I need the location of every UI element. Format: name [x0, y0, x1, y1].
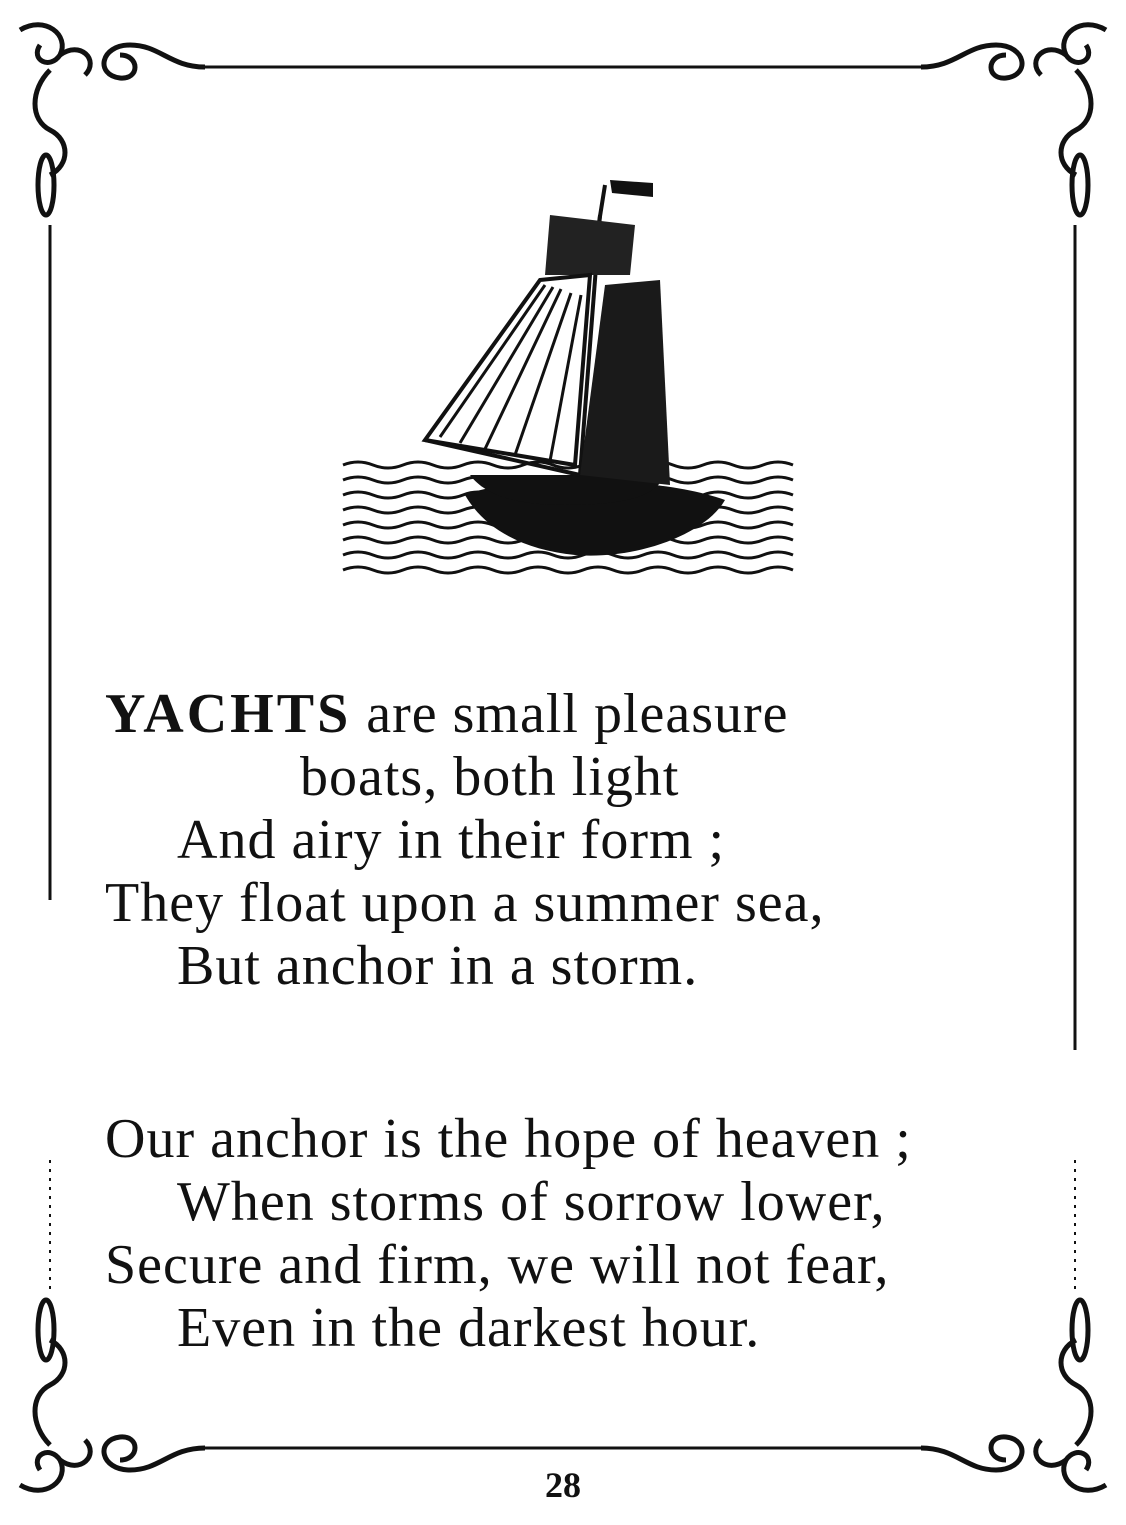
verse-line-7: When storms of sorrow lower, [177, 1171, 886, 1233]
corner-flourish-top-right [921, 25, 1106, 215]
verse-line-1 [105, 683, 1013, 746]
title-word: YACHTS [105, 683, 352, 745]
verse-line-6: Our anchor is the hope of heaven ; [105, 1108, 912, 1170]
yacht-illustration [335, 175, 805, 585]
stanza-one [105, 683, 1025, 998]
stanza-two [105, 1108, 1025, 1360]
verse-line-8: Secure and firm, we will not fear, [105, 1234, 890, 1296]
verse-word: small [452, 683, 579, 745]
verse-word: pleasure [593, 683, 789, 745]
verse-word: are [366, 683, 438, 745]
pennant-flag [610, 180, 653, 197]
verse-line-9: Even in the darkest hour. [177, 1297, 761, 1359]
verse-line-5: But anchor in a storm. [177, 935, 699, 997]
page-number: 28 [545, 1465, 581, 1505]
verse-line-3: And airy in their form ; [177, 809, 726, 871]
verse-line-4: They float upon a summer sea, [105, 872, 825, 934]
jib-sail [425, 275, 590, 465]
verse-line-2: boats, both light [300, 746, 680, 808]
corner-flourish-top-left [20, 25, 205, 215]
